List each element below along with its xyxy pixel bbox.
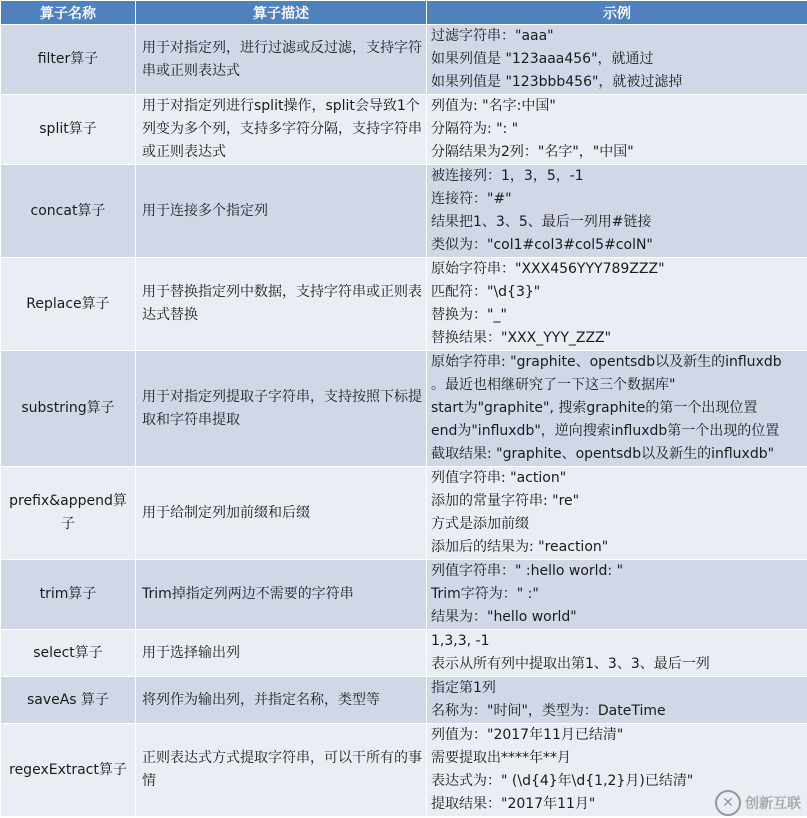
operator-description-cell: 用于替换指定列中数据，支持字符串或正则表达式替换 [136, 258, 427, 351]
operator-description-cell: 用于对指定列提取子字符串，支持按照下标提取和字符串提取 [136, 351, 427, 467]
example-line: 截取结果: "graphite、opentsdb以及新生的influxdb" [431, 446, 775, 462]
table-row [1, 165, 807, 258]
operator-name-cell: regexExtract算子 [1, 724, 136, 817]
operator-name-cell: saveAs 算子 [1, 677, 136, 724]
example-line: 替换结果："XXX_YYY_ZZZ" [431, 330, 612, 346]
example-cell [427, 25, 807, 95]
example-line: 方式是添加前缀 [431, 516, 529, 532]
table-row [1, 724, 807, 817]
operator-description-cell: 用于给制定列加前缀和后缀 [136, 467, 427, 560]
brand-logo-icon: ✕ [715, 790, 741, 816]
example-line: 列值字符串: "action" [431, 470, 567, 486]
header-example: 示例 [427, 1, 807, 25]
table-row [1, 467, 807, 560]
example-line: 类似为："col1#col3#col5#colN" [431, 237, 653, 253]
table-row [1, 25, 807, 95]
operator-description-cell: 正则表达式方式提取字符串，可以干所有的事情 [136, 724, 427, 817]
watermark-text: 创新互联 [745, 796, 801, 812]
table-row [1, 560, 807, 630]
header-operator-description: 算子描述 [136, 1, 427, 25]
example-line: 被连接列：1，3，5，-1 [431, 168, 584, 184]
example-line: 。最近也相继研究了一下这三个数据库" [431, 377, 676, 393]
table-row [1, 95, 807, 165]
table-row [1, 677, 807, 724]
operator-name-cell: concat算子 [1, 165, 136, 258]
example-line: 需要提取出****年**月 [431, 750, 571, 766]
operator-name-cell: substring算子 [1, 351, 136, 467]
table-row [1, 258, 807, 351]
table-row [1, 351, 807, 467]
example-cell [427, 95, 807, 165]
example-line: 结果把1、3、5、最后一列用#链接 [431, 214, 652, 230]
example-line: start为"graphite", 搜索graphite的第一个出现位置 [431, 400, 758, 416]
example-line: 替换为："_" [431, 307, 507, 323]
operator-description-cell: 用于对指定列，进行过滤或反过滤，支持字符串或正则表达式 [136, 25, 427, 95]
operator-description-cell: 用于选择输出列 [136, 630, 427, 677]
example-line: 列值为："2017年11月已结清" [431, 727, 624, 743]
example-line: end为"influxdb"，逆向搜索influxdb第一个出现的位置 [431, 423, 780, 439]
example-line: 添加的常量字符串: "re" [431, 493, 580, 509]
example-cell [427, 630, 807, 677]
operator-name-cell: trim算子 [1, 560, 136, 630]
example-line: 指定第1列 [431, 680, 496, 696]
example-line: Trim字符为：" :" [431, 586, 539, 602]
example-line: 连接符："#" [431, 191, 512, 207]
table-header-row [1, 1, 807, 25]
example-line: 结果为："hello world" [431, 609, 577, 625]
example-line: 1,3,3, -1 [431, 633, 490, 649]
table-row [1, 630, 807, 677]
header-operator-name: 算子名称 [1, 1, 136, 25]
example-line: 表示从所有列中提取出第1、3、3、最后一列 [431, 656, 710, 672]
example-cell [427, 351, 807, 467]
example-line: 列值字符串：" :hello world: " [431, 563, 624, 579]
watermark [715, 790, 801, 816]
operator-name-cell: Replace算子 [1, 258, 136, 351]
example-line: 原始字符串: "graphite、opentsdb以及新生的influxdb [431, 354, 782, 370]
example-line: 提取结果："2017年11月" [431, 796, 596, 812]
example-line: 列值为: "名字:中国" [431, 98, 556, 114]
operator-name-cell: select算子 [1, 630, 136, 677]
example-line: 原始字符串："XXX456YYY789ZZZ" [431, 261, 665, 277]
operator-description-cell: 用于连接多个指定列 [136, 165, 427, 258]
example-line: 如果列值是 "123aaa456"，就通过 [431, 51, 654, 67]
example-line: 表达式为：" (\d{4}年\d{1,2}月)已结清" [431, 773, 694, 789]
example-line: 添加后的结果为: "reaction" [431, 539, 609, 555]
example-cell [427, 258, 807, 351]
example-line: 名称为："时间"，类型为：DateTime [431, 703, 666, 719]
example-cell [427, 467, 807, 560]
example-cell [427, 560, 807, 630]
example-line: 分隔结果为2列："名字"，"中国" [431, 144, 634, 160]
operator-name-cell: prefix&append算子 [1, 467, 136, 560]
operator-name-cell: filter算子 [1, 25, 136, 95]
example-line: 分隔符为: ": " [431, 121, 519, 137]
operator-name-cell: split算子 [1, 95, 136, 165]
example-cell [427, 677, 807, 724]
operator-description-cell: 将列作为输出列，并指定名称，类型等 [136, 677, 427, 724]
operator-description-cell: 用于对指定列进行split操作，split会导致1个列变为多个列，支持多字符分隔，支持字符串或正则表达式 [136, 95, 427, 165]
operator-description-cell: Trim掉指定列两边不需要的字符串 [136, 560, 427, 630]
example-line: 如果列值是 "123bbb456"，就被过滤掉 [431, 74, 683, 90]
example-line: 过滤字符串："aaa" [431, 28, 554, 44]
example-line: 匹配符："\d{3}" [431, 284, 541, 300]
example-cell [427, 165, 807, 258]
